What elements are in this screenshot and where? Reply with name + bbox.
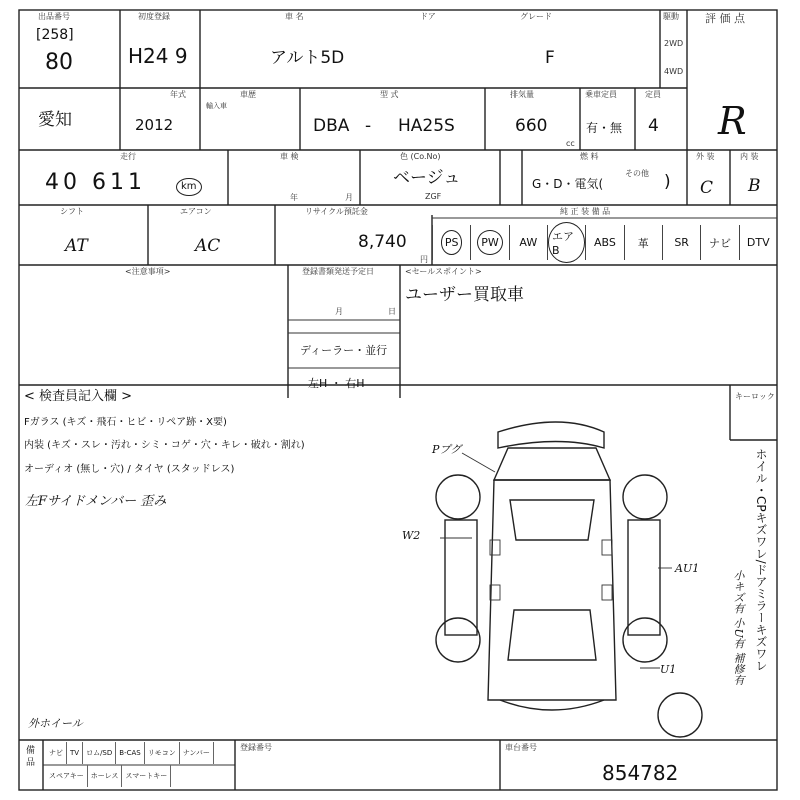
cc-unit: cc [566,139,575,148]
equipment-label: ABS [594,236,616,249]
inspector-line-1: Fガラス (キズ・飛石・ヒビ・リペア跡・X要) [24,417,227,428]
inspection-label: 車 検 [280,152,299,161]
shift-value: AT [65,236,88,256]
color-value: ベージュ [393,168,461,188]
seats-label: 定員 [645,90,661,99]
doors-label: ドア [420,12,436,21]
au1-mark: AU1 [675,562,700,575]
u1-mark: U1 [660,663,677,676]
accessory-item: B-CAS [116,742,144,764]
plug-mark: Pプグ [432,443,462,456]
displacement-value: 660 [515,116,548,136]
equipment-item [470,225,508,260]
accessory-item: スマートキー [122,765,171,787]
vertical-note: ホイル・CPキズワレ/ドアミラーキズワレ [754,448,768,672]
car-damage-diagram [436,422,702,737]
dealer-info-label: 登録書類発送予定日 [302,267,374,276]
seats-value: 4 [648,116,659,136]
interior-label: 内 装 [740,152,759,161]
accessory-item: スペアキー [46,765,88,787]
keyless-label: キーロック [735,392,775,401]
inspection-month-unit: 月 [345,193,353,202]
accessory-item: ナビ [46,742,67,764]
equipment-label: AW [519,236,538,249]
capacity-label: 乗車定員 [585,90,617,99]
score-label: 評 価 点 [705,12,745,25]
equipment-item [739,225,777,260]
recycle-value: 8,740 [358,232,407,252]
year-value: 2012 [135,116,174,134]
first-reg-label: 初度登録 [138,12,170,21]
drive-label: 駆動 [663,12,679,21]
accessory-item: ロム/SD [83,742,116,764]
equipment-label: DTV [746,236,770,249]
recycle-label: リサイクル預託金 [305,207,368,216]
first-reg-value: H24 9 [128,44,188,68]
fuel-other: その他 [625,169,649,178]
reg-number-label: 登録番号 [240,743,272,752]
lot-number: 80 [45,50,73,75]
accessory-item: TV [67,742,83,764]
inspector-label: < 検査員記入欄 > [24,389,133,404]
fuel-options: G・D・電気( [532,177,604,191]
equipment-item [624,225,662,260]
aircon-value: AC [195,236,221,256]
equipment-item [662,225,700,260]
equipment-label: PW [477,230,503,255]
displacement-label: 排気量 [510,90,534,99]
fuel-label: 燃 料 [580,152,599,161]
import-label: 輸入車 [206,102,227,110]
equipment-label: SR [674,236,689,249]
km-unit: km [176,178,202,196]
plate-label: 車歴 [240,90,256,99]
grade-label: グレード [520,12,552,21]
model-code-value: HA25S [398,116,455,136]
handwritten-note-1: 左Fサイドメンバー 歪み [25,494,167,509]
model-dash: - [365,116,372,136]
accessories-label: 備 品 [24,745,34,766]
equipment-item [547,225,585,260]
chassis-label: 車台番号 [505,743,537,752]
color-code-value: ZGF [425,192,442,201]
model-code-label: 型 式 [380,90,399,99]
notes-label: <注意事項> [125,267,171,276]
color-label: 色 (Co.No) [400,152,441,161]
auction-number: [258] [36,27,74,43]
car-name-value: アルト5D [270,48,345,68]
region-value: 愛知 [38,110,72,130]
day-label: 日 [388,307,396,316]
equipment-label: エアB [548,222,585,263]
accessory-item: ホーレス [88,765,123,787]
equipment-item [509,225,547,260]
handwritten-note-2: 外ホイール [28,717,83,730]
inspection-year-unit: 年 [290,193,298,202]
sales-point-label: <セールスポイント> [405,267,482,276]
yen-unit: 円 [420,255,428,264]
mileage-value: 40 611 [45,170,146,195]
equipment-label: PS [441,230,463,255]
equipment-label: 革 [637,236,649,250]
model-prefix: DBA [313,116,350,136]
equipment-label: ナビ [708,236,731,250]
accessory-item: リモコン [145,742,180,764]
month-label: 月 [335,307,343,316]
drive-2wd: 2WD [664,39,684,48]
equipment-list [432,225,777,260]
chassis-number: 854782 [602,761,679,785]
handle-value: 左H ・ 右H [308,377,365,390]
fuel-close: ) [664,172,671,192]
sales-point-value: ユーザー買取車 [405,285,524,305]
accessory-items [46,742,235,788]
accessory-item: ナンバー [180,742,214,764]
equipment-item [700,225,738,260]
drive-4wd: 4WD [664,67,684,76]
score-value: R [718,99,747,143]
equipment-item [432,225,470,260]
lot-no-label: 出品番号 [38,12,70,21]
exterior-label: 外 装 [696,152,715,161]
w2-mark: W2 [402,529,421,542]
vertical-note-2: 小キズ有 小U有 補修有 [732,570,745,686]
mileage-label: 走行 [120,152,136,161]
model-name-label: 車 名 [285,12,304,21]
grade-value: F [545,48,555,68]
year-label: 年式 [170,90,186,99]
seat-options: 有・無 [586,121,623,135]
equipment-item [585,225,623,260]
interior-value: B [748,176,761,196]
equipment-label: 純 正 装 備 品 [560,207,611,216]
inspector-line-3: オーディオ (無し・穴) / タイヤ (スタッドレス) [24,464,235,475]
inspector-line-2: 内装 (キズ・スレ・汚れ・シミ・コゲ・穴・キレ・破れ・割れ) [24,440,305,451]
exterior-value: C [700,178,714,198]
shift-label: シフト [60,207,84,216]
aircon-label: エアコン [180,207,212,216]
dealer-value: ディーラー・並行 [300,344,388,357]
